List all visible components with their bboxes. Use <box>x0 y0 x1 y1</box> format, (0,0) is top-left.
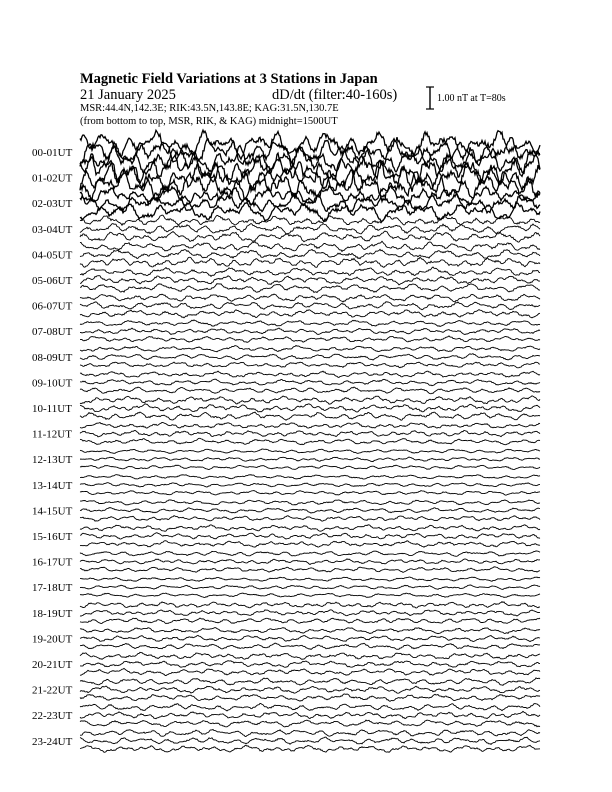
trace-msr <box>80 202 540 221</box>
hour-label: 05-06UT <box>32 275 73 287</box>
trace-rik <box>80 483 540 487</box>
hour-label: 20-21UT <box>32 659 73 671</box>
trace-msr <box>80 438 540 444</box>
trace-kag <box>80 678 540 685</box>
trace-kag <box>80 345 540 351</box>
trace-kag <box>80 577 540 581</box>
hour-label: 13-14UT <box>32 479 73 492</box>
quantity-label: dD/dt (filter:40-160s) <box>272 87 398 103</box>
trace-rik <box>80 686 540 693</box>
hour-label: 00-01UT <box>32 147 73 159</box>
hour-label: 03-04UT <box>32 223 73 236</box>
trace-msr <box>80 465 540 469</box>
hour-label: 07-08UT <box>32 326 73 339</box>
trace-msr <box>80 362 540 368</box>
trace-kag <box>80 703 540 710</box>
hour-label: 11-12UT <box>32 428 72 441</box>
trace-msr <box>80 257 540 267</box>
trace-msr <box>80 668 540 675</box>
trace-kag <box>80 449 540 453</box>
hour-label: 01-02UT <box>32 172 73 185</box>
trace-rik <box>80 737 540 744</box>
trace-msr <box>80 491 540 496</box>
trace-kag <box>80 267 540 276</box>
hour-label: 15-16UT <box>32 531 73 543</box>
trace-rik <box>80 430 540 436</box>
trace-kag <box>80 396 540 404</box>
hour-label: 12-13UT <box>32 454 73 467</box>
hour-label: 10-11UT <box>32 403 72 415</box>
trace-rik <box>80 457 540 462</box>
trace-msr <box>80 567 540 572</box>
trace-msr <box>80 412 540 420</box>
trace-rik <box>80 635 540 641</box>
trace-kag <box>80 602 540 608</box>
trace-rik <box>80 223 540 234</box>
hour-label: 09-10UT <box>32 377 73 390</box>
stations-label: MSR:44.4N,142.3E; RIK:43.5N,143.8E; KAG:31.5N,130.7E <box>80 103 339 114</box>
hour-label: 21-22UT <box>32 684 73 697</box>
trace-rik <box>80 508 540 514</box>
trace-msr <box>80 694 540 701</box>
scale-bar <box>426 87 434 109</box>
trace-kag <box>80 371 540 377</box>
trace-kag <box>80 652 540 659</box>
trace-rik <box>80 711 540 718</box>
hour-label: 06-07UT <box>32 300 73 313</box>
trace-rik <box>80 379 540 385</box>
trace-rik <box>80 610 540 616</box>
trace-rik <box>80 533 540 539</box>
hour-label: 18-19UT <box>32 607 73 620</box>
trace-kag <box>80 729 540 736</box>
date-label: 21 January 2025 <box>80 87 176 103</box>
trace-msr <box>80 310 540 318</box>
trace-rik <box>80 661 540 668</box>
scale-bar-label: 1.00 nT at T=80s <box>437 93 506 104</box>
hour-label: 04-05UT <box>32 249 73 262</box>
hour-label: 23-24UT <box>32 735 73 748</box>
trace-rik <box>80 404 540 412</box>
hour-label: 16-17UT <box>32 556 73 569</box>
hour-label: 22-23UT <box>32 710 73 723</box>
trace-kag <box>80 320 540 327</box>
trace-msr <box>80 593 540 597</box>
trace-kag <box>80 294 540 302</box>
hour-label: 02-03UT <box>32 198 73 211</box>
hour-label: 17-18UT <box>32 582 73 595</box>
trace-kag <box>80 525 540 531</box>
trace-rik <box>80 302 540 310</box>
trace-rik <box>80 354 540 360</box>
trace-kag <box>80 475 540 479</box>
chart-title: Magnetic Field Variations at 3 Stations in Japan <box>80 71 378 87</box>
trace-kag <box>80 551 540 556</box>
trace-rik <box>80 585 540 589</box>
order-note: (from bottom to top, MSR, RIK, & KAG) midnight=1500UT <box>80 116 338 127</box>
trace-msr <box>80 643 540 649</box>
trace-rik <box>80 559 540 565</box>
hour-label: 08-09UT <box>32 351 73 364</box>
hour-label: 14-15UT <box>32 505 73 518</box>
trace-msr <box>80 618 540 624</box>
trace-msr <box>80 284 540 293</box>
trace-msr <box>80 336 540 343</box>
trace-msr <box>80 745 540 752</box>
trace-msr <box>80 387 540 394</box>
trace-msr <box>80 541 540 547</box>
trace-msr <box>80 720 540 727</box>
trace-msr <box>80 516 540 521</box>
hour-label: 19-20UT <box>32 633 73 646</box>
trace-kag <box>80 422 540 428</box>
trace-kag <box>80 628 540 634</box>
trace-rik <box>80 328 540 334</box>
trace-kag <box>80 500 540 505</box>
